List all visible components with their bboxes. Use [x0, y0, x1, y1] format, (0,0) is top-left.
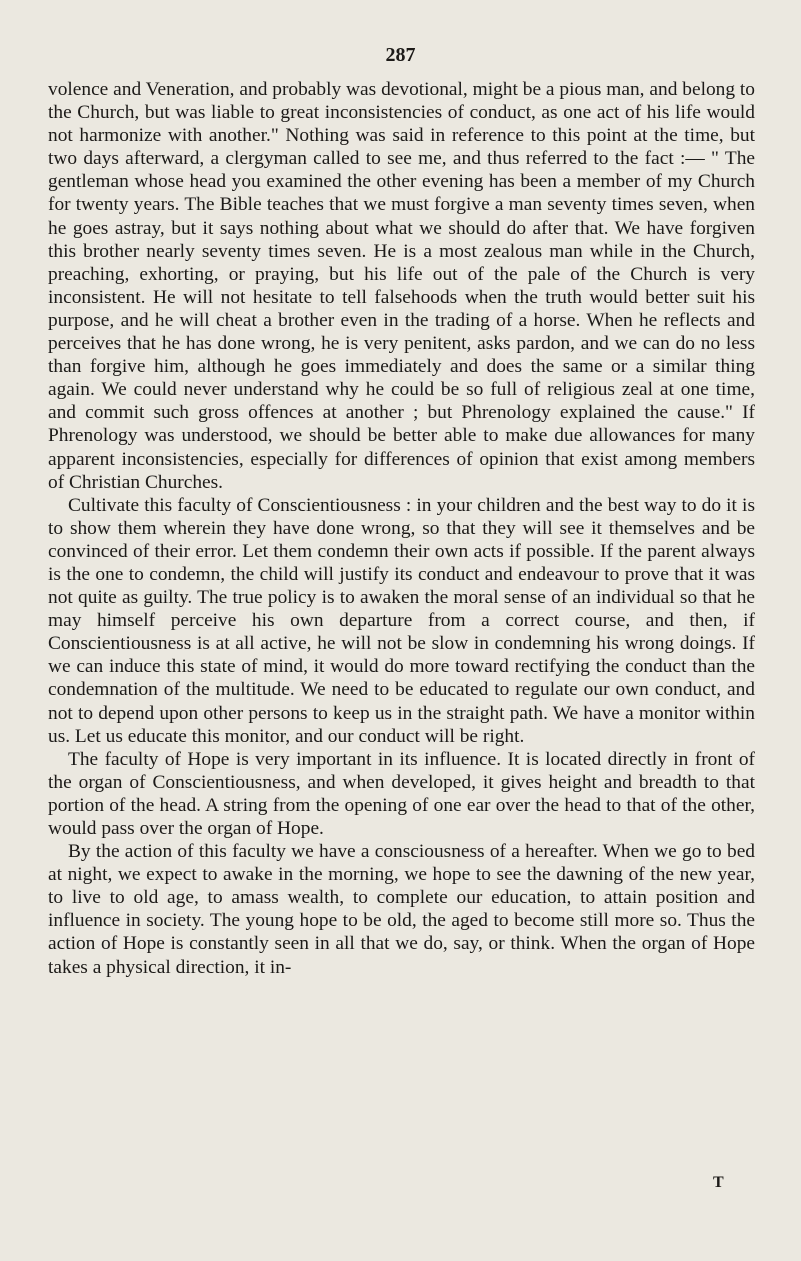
paragraph: Cultivate this faculty of Conscientiousness : in your children and the best way to do it is to show them wherein they have done wrong, so that they will see it themselves and be convinced of their error. Let them condemn their own acts if possible. If the parent always is the one to condemn, the child will justify its conduct and endeavour to prove that it was not quite as guilty. The true policy is to awaken the moral sense of an individual so that he may himself perceive his own departure from a correct course, and then, if Conscientiousness is at all active, he will not be slow in condemning his wrong doings. If we can induce this state of mind, it would do more toward rectifying the conduct than the condemnation of the multitude. We need to be educated to regulate our own conduct, and not to depend upon other persons to keep us in the straight path. We have a monitor within us. Let us educate this monitor, and our conduct will be right.: [48, 494, 755, 747]
paragraph: The faculty of Hope is very important in its influence. It is located directly in front of the organ of Conscientiousness, and when developed, it gives height and breadth to that portion of the head. A string from the opening of one ear over the head to that of the other, would pass over the organ of Hope.: [48, 748, 755, 839]
paragraph: By the action of this faculty we have a consciousness of a hereafter. When we go to bed at night, we expect to awake in the morning, we hope to see the dawning of the new year, to live to old age, to amass wealth, to complete our education, to attain position and influence in society. The young hope to be old, the aged to become still more so. Thus the action of Hope is constantly seen in all that we do, say, or think. When the organ of Hope takes a physical direction, it in-: [48, 841, 755, 978]
page-number: 287: [385, 44, 416, 66]
signature-mark: T: [713, 1174, 724, 1191]
body-text: [48, 78, 755, 979]
paragraph: volence and Veneration, and probably was devotional, might be a pious man, and belong to the Church, but was liable to great inconsistencies of conduct, as one act of his life would not harmonize with another." Nothing was said in reference to this point at the time, but two days afterward, a clergyman called to see me, and thus referred to the fact :— " The gentleman whose head you examined the other evening has been a member of my Church for twenty years. The Bible teaches that we must forgive a man seventy times seven, when he goes astray, but it says nothing about what we should do after that. We have forgiven this brother nearly seventy times seven. He is a most zealous man while in the Church, preaching, exhorting, or praying, but his life out of the pale of the Church is very inconsistent. He will not hesitate to tell falsehoods when the truth would better suit his purpose, and he will cheat a brother even in the trading of a horse. When he reflects and perceives that he has done wrong, he is very penitent, asks pardon, and we can do no less than forgive him, although he goes immediately and does the same or a similar thing again. We could never understand why he could be so full of religious zeal at one time, and commit such gross offences at another ; but Phrenology explained the cause." If Phrenology was understood, we should be better able to make due allowances for many apparent inconsistencies, especially for differences of opinion that exist among members of Christian Churches.: [48, 79, 755, 493]
